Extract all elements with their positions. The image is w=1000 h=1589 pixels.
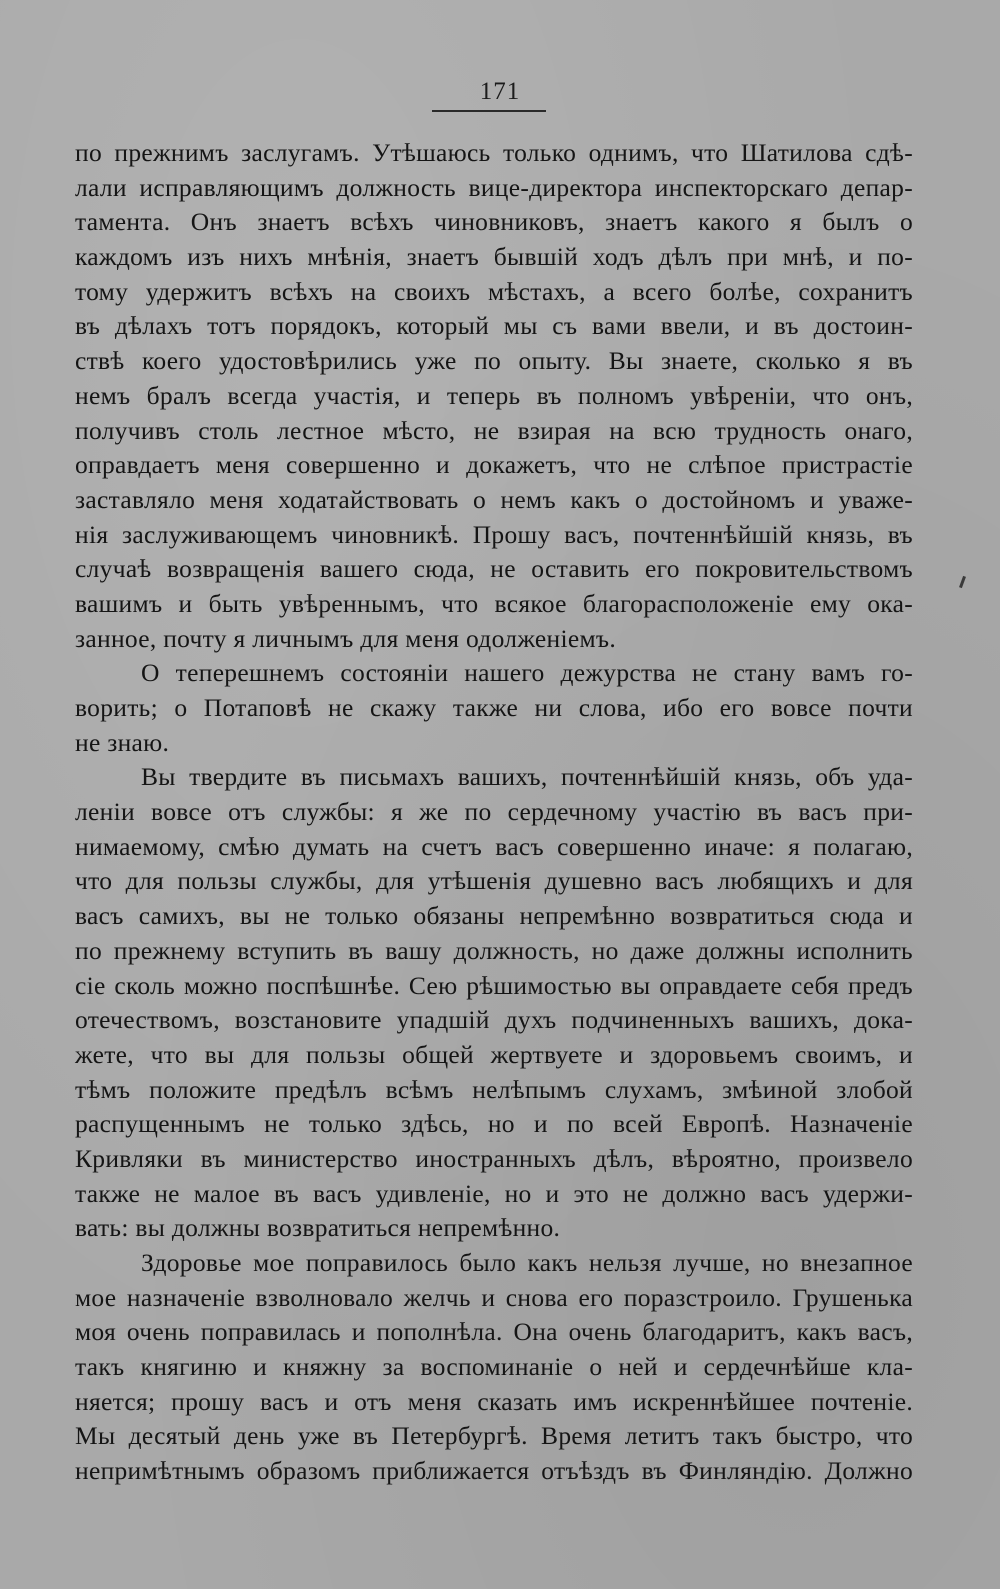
text-line: сіе сколь можно поспѣшнѣе. Сею рѣшимостью вы оправдаете себя предъ [75, 970, 913, 1000]
text-line: Здоровье мое поправилось было какъ нельзя лучше, но внезапное [141, 1248, 913, 1277]
text-line: жете, что вы для пользы общей жертвуете и здоровьемъ своимъ, и [75, 1039, 913, 1069]
text-line: тѣмъ положите предѣлъ всѣмъ нелѣпымъ слухамъ, змѣиной злобой [75, 1074, 913, 1104]
text-line: Вы твердите въ письмахъ вашихъ, почтеннѣйшій князь, объ уда- [141, 762, 913, 792]
text-line: также не малое въ васъ удивленіе, но и это не должно васъ удержи- [75, 1178, 913, 1208]
text-line: заставляло меня ходатайствовать о немъ какъ о достойномъ и уваже- [75, 484, 913, 514]
text-line: случаѣ возвращенія вашего сюда, не оставить его покровительствомъ [75, 554, 913, 584]
text-line: вашимъ и быть увѣреннымъ, что всякое благорасположеніе ему ока- [75, 588, 913, 618]
page-header [0, 78, 1000, 106]
page-number: 171 [479, 78, 521, 105]
text-line: лали исправляющимъ должность вице-директора инспекторскаго депар- [75, 172, 913, 202]
text-line: въ дѣлахъ тотъ порядокъ, который мы съ вами ввели, и въ достоин- [75, 311, 913, 341]
text-line: занное, почту я личнымъ для меня одолженіемъ. [75, 623, 617, 653]
paragraph-2 [75, 656, 913, 760]
text-line: немъ бралъ всегда участія, и теперь въ полномъ увѣреніи, что онъ, [75, 380, 913, 410]
text-line: нія заслуживающемъ чиновникѣ. Прошу васъ, почтеннѣйшій князь, въ [75, 519, 913, 549]
text-line: моя очень поправилась и пополнѣла. Она очень благодаритъ, какъ васъ, [75, 1317, 913, 1347]
text-line: О теперешнемъ состояніи нашего дежурства не стану вамъ го- [141, 658, 913, 688]
margin-ink-mark [959, 576, 966, 588]
text-line: мое назначеніе взволновало желчь и снова его поразстроило. Грушенька [75, 1282, 913, 1312]
text-line: отечествомъ, возстановите упадшій духъ подчиненныхъ вашихъ, дока- [75, 1005, 913, 1035]
text-line: распущеннымъ не только здѣсь, но и по всей Европѣ. Назначеніе [75, 1109, 913, 1139]
text-line: нимаемому, смѣю думать на счетъ васъ совершенно иначе: я полагаю, [75, 831, 913, 861]
body-text [75, 136, 913, 1489]
text-line: васъ самихъ, вы не только обязаны непремѣнно возвратиться сюда и [75, 901, 913, 931]
text-line: няется; прошу васъ и отъ меня сказать имъ искреннѣйшее почтеніе. [75, 1386, 913, 1416]
paragraph-1 [75, 136, 913, 656]
text-line: ствѣ коего удостовѣрились уже по опыту. Вы знаете, сколько я въ [75, 346, 913, 376]
text-line: тамента. Онъ знаетъ всѣхъ чиновниковъ, знаетъ какого я былъ о [75, 207, 913, 237]
paragraph-4 [75, 1246, 913, 1489]
text-line: непримѣтнымъ образомъ приближается отъѣздъ въ Финляндію. Должно [75, 1456, 913, 1486]
text-line: вать: вы должны возвратиться непремѣнно. [75, 1213, 561, 1243]
text-line: Кривляки въ министерство иностранныхъ дѣлъ, вѣроятно, произвело [75, 1143, 913, 1173]
paragraph-3 [75, 760, 913, 1246]
text-line: леніи вовсе отъ службы: я же по сердечному участію въ васъ при- [75, 797, 913, 827]
text-line: по прежнему вступить въ вашу должность, но даже должны исполнить [75, 935, 913, 965]
text-line: не знаю. [75, 727, 170, 757]
text-line: что для пользы службы, для утѣшенія душевно васъ любящихъ и для [75, 866, 913, 896]
text-line: оправдаетъ меня совершенно и докажетъ, что не слѣпое пристрастіе [75, 450, 913, 480]
text-line: такъ княгиню и княжну за воспоминаніе о ней и сердечнѣйше кла- [75, 1352, 913, 1382]
text-line: тому удержитъ всѣхъ на своихъ мѣстахъ, а всего болѣе, сохранитъ [75, 276, 913, 306]
text-line: получивъ столь лестное мѣсто, не взирая на всю трудность онаго, [75, 415, 913, 445]
text-line: по прежнимъ заслугамъ. Утѣшаюсь только однимъ, что Шатилова сдѣ- [75, 138, 913, 167]
header-rule [432, 110, 546, 112]
text-line: Мы десятый день уже въ Петербургѣ. Время летитъ такъ быстро, что [75, 1421, 913, 1451]
text-line: каждомъ изъ нихъ мнѣнія, знаетъ бывшій ходъ дѣлъ при мнѣ, и по- [75, 242, 913, 272]
text-line: ворить; о Потаповѣ не скажу также ни слова, ибо его вовсе почти [75, 693, 913, 722]
